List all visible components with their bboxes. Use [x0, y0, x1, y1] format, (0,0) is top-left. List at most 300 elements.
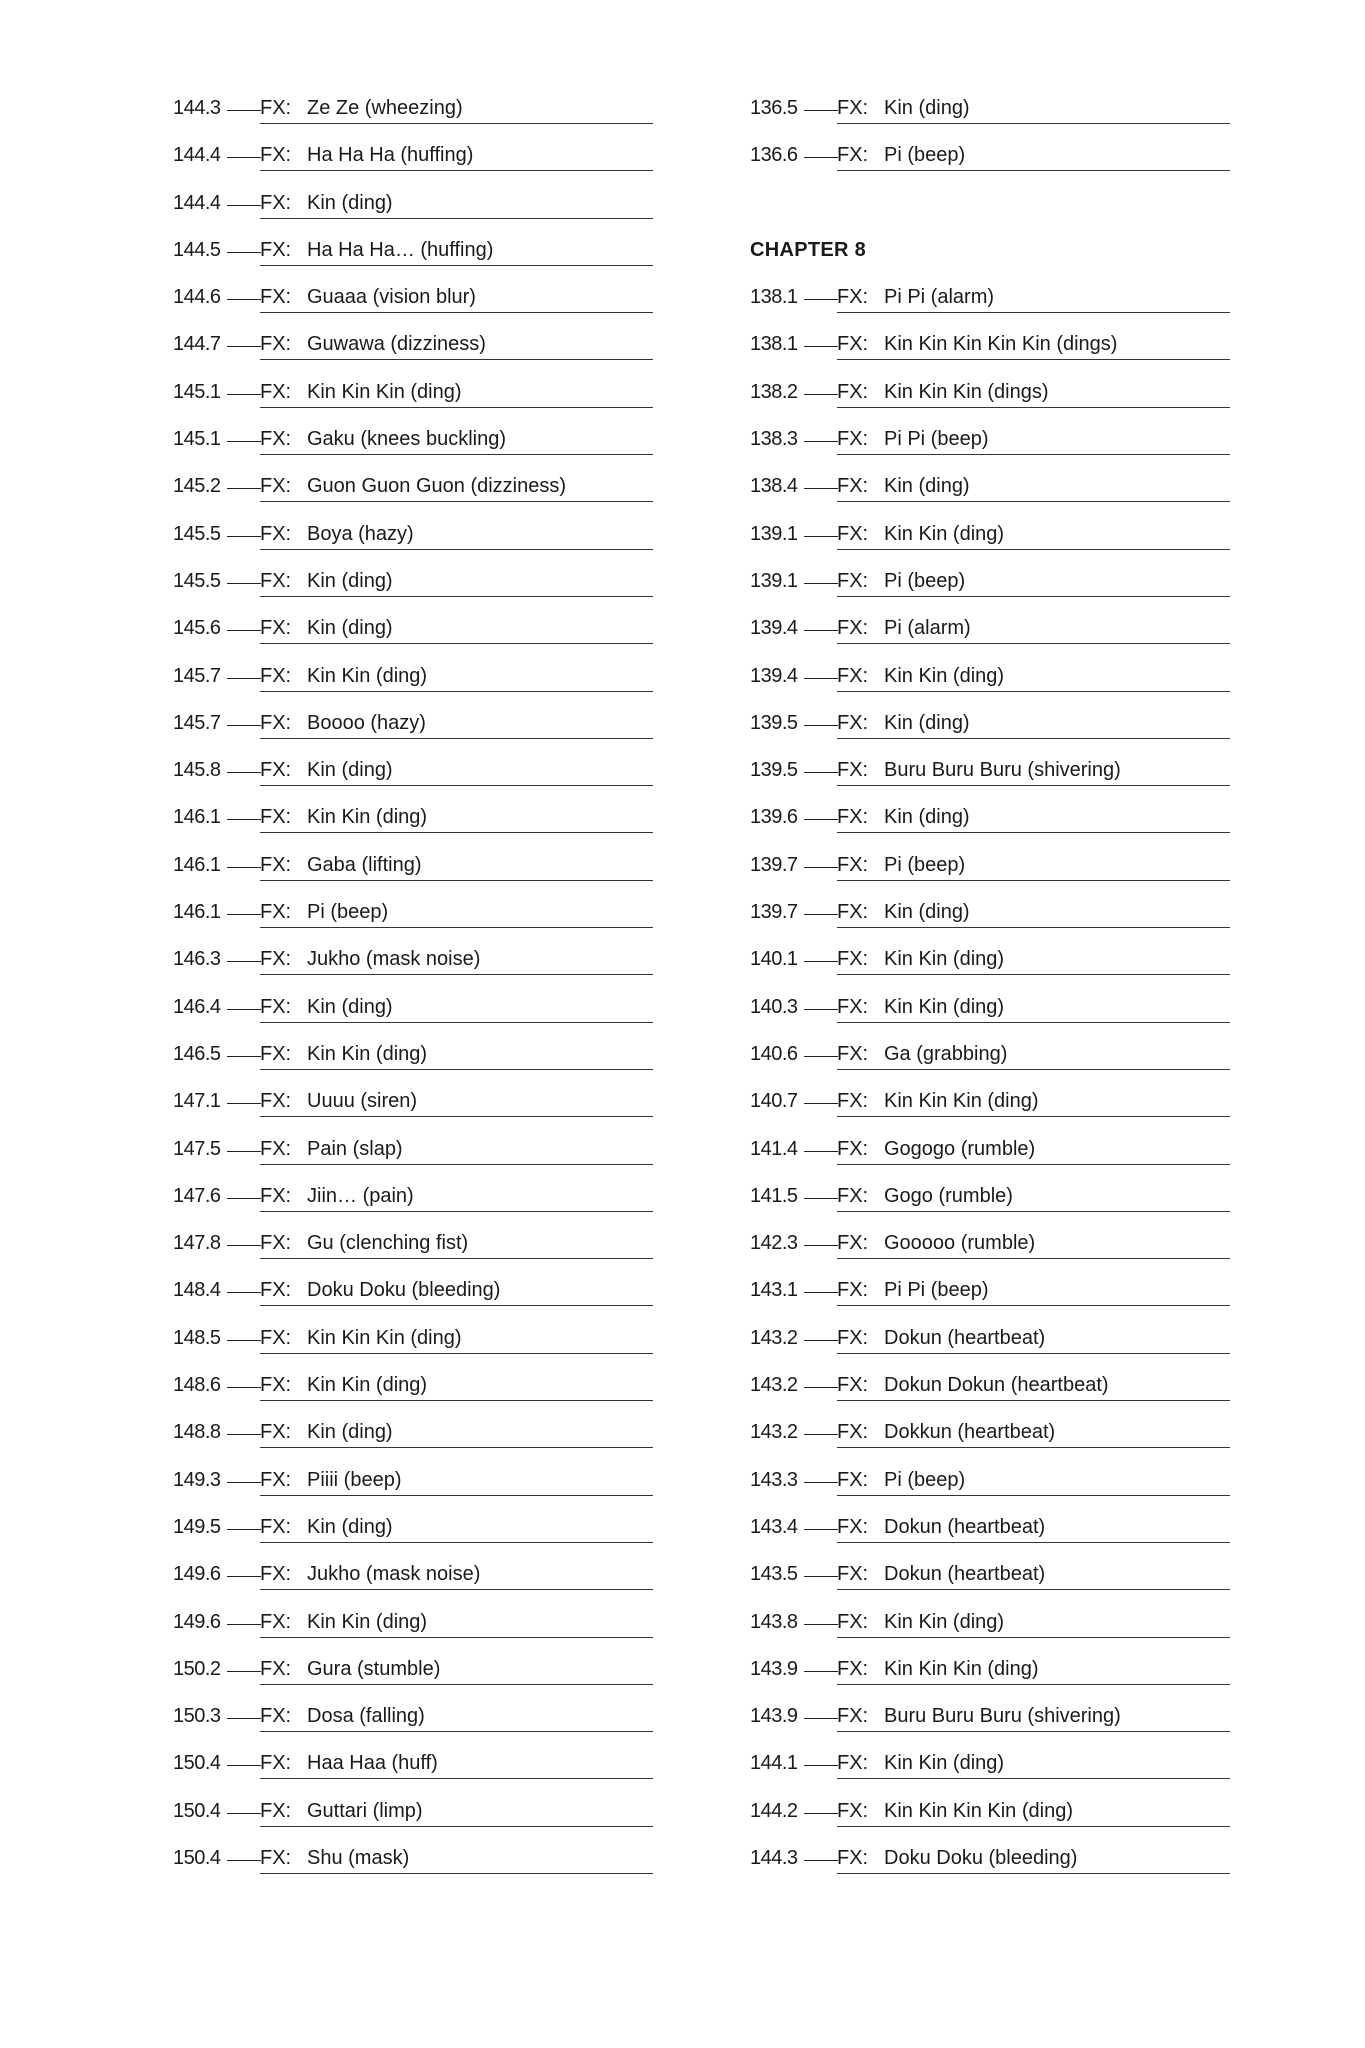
- leader-dash: [227, 772, 261, 773]
- underline-rule: [837, 359, 1230, 360]
- page-panel-number: 145.7: [173, 664, 221, 687]
- fx-description: Gaku (knees buckling): [307, 428, 506, 451]
- fx-entry: [173, 180, 693, 227]
- fx-entry: [750, 1599, 1270, 1646]
- fx-entry: [750, 653, 1270, 700]
- fx-entry: [173, 1220, 693, 1267]
- fx-label: FX:: [837, 1137, 869, 1160]
- fx-description: Kin (ding): [307, 759, 393, 782]
- underline-rule: [260, 407, 653, 408]
- underline-rule: [260, 1637, 653, 1638]
- underline-rule: [837, 1353, 1230, 1354]
- leader-dash: [227, 346, 261, 347]
- underline-rule: [260, 927, 653, 928]
- underline-rule: [837, 738, 1230, 739]
- page-panel-number: 144.2: [750, 1799, 798, 1822]
- fx-description: Pi Pi (beep): [884, 1279, 989, 1302]
- fx-label: FX:: [837, 144, 869, 167]
- fx-entry: [173, 1551, 693, 1598]
- leader-dash: [804, 157, 838, 158]
- fx-entry: [750, 558, 1270, 605]
- page-panel-number: 139.5: [750, 759, 798, 782]
- leader-dash: [804, 772, 838, 773]
- fx-entry: [750, 1457, 1270, 1504]
- underline-rule: [260, 1069, 653, 1070]
- underline-rule: [837, 832, 1230, 833]
- page-panel-number: 143.4: [750, 1515, 798, 1538]
- leader-dash: [227, 1245, 261, 1246]
- chapter-heading: CHAPTER 8: [750, 238, 867, 261]
- underline-rule: [837, 1826, 1230, 1827]
- fx-entry: [173, 653, 693, 700]
- fx-entry: [173, 842, 693, 889]
- page-panel-number: 145.5: [173, 522, 221, 545]
- underline-rule: [260, 123, 653, 124]
- underline-rule: [837, 501, 1230, 502]
- leader-dash: [227, 1387, 261, 1388]
- fx-description: Doku Doku (bleeding): [884, 1846, 1078, 1869]
- page-panel-number: 144.4: [173, 191, 221, 214]
- fx-entry: [750, 605, 1270, 652]
- fx-label: FX:: [837, 1563, 869, 1586]
- underline-rule: [260, 1589, 653, 1590]
- fx-label: FX:: [260, 1610, 292, 1633]
- page-panel-number: 149.6: [173, 1563, 221, 1586]
- fx-label: FX:: [260, 1184, 292, 1207]
- fx-description: Pi Pi (beep): [884, 428, 989, 451]
- page-panel-number: 138.1: [750, 286, 798, 309]
- leader-dash: [804, 110, 838, 111]
- page-panel-number: 149.6: [173, 1610, 221, 1633]
- fx-label: FX:: [260, 1326, 292, 1349]
- leader-dash: [227, 583, 261, 584]
- fx-label: FX:: [260, 664, 292, 687]
- fx-label: FX:: [260, 238, 292, 261]
- page-panel-number: 140.7: [750, 1090, 798, 1113]
- page-panel-number: 142.3: [750, 1232, 798, 1255]
- fx-description: Haa Haa (huff): [307, 1752, 438, 1775]
- underline-rule: [837, 785, 1230, 786]
- fx-description: Kin Kin (ding): [884, 522, 1005, 545]
- leader-dash: [804, 1245, 838, 1246]
- page-panel-number: 139.7: [750, 901, 798, 924]
- fx-entry: [173, 1457, 693, 1504]
- fx-entry: [750, 984, 1270, 1031]
- underline-rule: [837, 1778, 1230, 1779]
- leader-dash: [804, 1387, 838, 1388]
- fx-label: FX:: [260, 995, 292, 1018]
- underline-rule: [260, 1778, 653, 1779]
- fx-description: Guaaa (vision blur): [307, 286, 476, 309]
- fx-entry: [750, 1409, 1270, 1456]
- fx-entry: [750, 463, 1270, 510]
- fx-entry: [750, 1220, 1270, 1267]
- fx-entry: [173, 1788, 693, 1835]
- page-panel-number: 148.8: [173, 1421, 221, 1444]
- fx-label: FX:: [260, 1279, 292, 1302]
- underline-rule: [260, 501, 653, 502]
- fx-label: FX:: [837, 1421, 869, 1444]
- fx-entry: [173, 1504, 693, 1551]
- fx-entry: [173, 1362, 693, 1409]
- fx-description: Dosa (falling): [307, 1705, 425, 1728]
- fx-label: FX:: [260, 569, 292, 592]
- leader-dash: [227, 630, 261, 631]
- fx-label: FX:: [837, 1279, 869, 1302]
- underline-rule: [837, 1684, 1230, 1685]
- fx-label: FX:: [837, 664, 869, 687]
- underline-rule: [837, 1022, 1230, 1023]
- fx-entry: [750, 1504, 1270, 1551]
- fx-description: Gaba (lifting): [307, 853, 422, 876]
- fx-description: Boooo (hazy): [307, 711, 426, 734]
- page-panel-number: 136.5: [750, 97, 798, 119]
- page-panel-number: 150.4: [173, 1799, 221, 1822]
- fx-label: FX:: [837, 1090, 869, 1113]
- fx-description: Guwawa (dizziness): [307, 333, 486, 356]
- fx-entry: [173, 227, 693, 274]
- fx-description: Gogo (rumble): [884, 1184, 1013, 1207]
- underline-rule: [260, 454, 653, 455]
- fx-entry: [750, 85, 1270, 132]
- leader-dash: [804, 1860, 838, 1861]
- page-panel-number: 138.2: [750, 380, 798, 403]
- fx-entry: [173, 1315, 693, 1362]
- page-panel-number: 150.4: [173, 1846, 221, 1869]
- fx-entry: [173, 984, 693, 1031]
- fx-label: FX:: [260, 759, 292, 782]
- leader-dash: [804, 1340, 838, 1341]
- fx-entry: [173, 1835, 693, 1882]
- fx-description: Ze Ze (wheezing): [307, 97, 463, 119]
- underline-rule: [837, 1258, 1230, 1259]
- page-panel-number: 143.9: [750, 1657, 798, 1680]
- fx-entry: [173, 747, 693, 794]
- underline-rule: [837, 123, 1230, 124]
- page-panel-number: 139.5: [750, 711, 798, 734]
- fx-label: FX:: [260, 1374, 292, 1397]
- fx-label: FX:: [260, 853, 292, 876]
- fx-entry: [173, 605, 693, 652]
- fx-description: Doku Doku (bleeding): [307, 1279, 501, 1302]
- underline-rule: [260, 1873, 653, 1874]
- leader-dash: [227, 1860, 261, 1861]
- fx-description: Kin Kin Kin (ding): [307, 1326, 462, 1349]
- fx-label: FX:: [260, 191, 292, 214]
- leader-dash: [227, 1151, 261, 1152]
- fx-label: FX:: [260, 1468, 292, 1491]
- page-panel-number: 147.8: [173, 1232, 221, 1255]
- fx-label: FX:: [837, 569, 869, 592]
- leader-dash: [227, 1198, 261, 1199]
- page-panel-number: 140.6: [750, 1042, 798, 1065]
- fx-entry: [750, 1126, 1270, 1173]
- fx-description: Kin Kin (ding): [884, 664, 1005, 687]
- fx-entry: [750, 1315, 1270, 1362]
- fx-label: FX:: [837, 759, 869, 782]
- fx-description: Boya (hazy): [307, 522, 414, 545]
- underline-rule: [837, 1447, 1230, 1448]
- underline-rule: [260, 1353, 653, 1354]
- leader-dash: [804, 914, 838, 915]
- underline-rule: [260, 359, 653, 360]
- fx-label: FX:: [837, 1610, 869, 1633]
- leader-dash: [804, 1151, 838, 1152]
- fx-description: Kin Kin Kin Kin (ding): [884, 1799, 1073, 1822]
- section-spacer: [750, 180, 1270, 227]
- fx-label: FX:: [260, 428, 292, 451]
- page-panel-number: 144.3: [750, 1846, 798, 1869]
- page-panel-number: 144.4: [173, 144, 221, 167]
- fx-entry: [173, 1599, 693, 1646]
- fx-label: FX:: [837, 1799, 869, 1822]
- fx-entry: [173, 889, 693, 936]
- fx-entry: [173, 1693, 693, 1740]
- leader-dash: [227, 1624, 261, 1625]
- underline-rule: [837, 1116, 1230, 1117]
- fx-label: FX:: [837, 806, 869, 829]
- page-panel-number: 139.7: [750, 853, 798, 876]
- fx-description: Dokkun (heartbeat): [884, 1421, 1056, 1444]
- leader-dash: [804, 488, 838, 489]
- fx-description: Pi (beep): [884, 1468, 966, 1491]
- leader-dash: [804, 1482, 838, 1483]
- page-panel-number: 139.1: [750, 569, 798, 592]
- underline-rule: [260, 1495, 653, 1496]
- fx-label: FX:: [837, 333, 869, 356]
- page-panel-number: 140.1: [750, 948, 798, 971]
- underline-rule: [837, 1069, 1230, 1070]
- page-panel-number: 149.3: [173, 1468, 221, 1491]
- underline-rule: [260, 691, 653, 692]
- page-panel-number: 146.5: [173, 1042, 221, 1065]
- underline-rule: [837, 1211, 1230, 1212]
- leader-dash: [227, 536, 261, 537]
- page-panel-number: 146.1: [173, 806, 221, 829]
- underline-rule: [837, 549, 1230, 550]
- fx-description: Kin Kin (ding): [307, 1610, 428, 1633]
- leader-dash: [804, 1529, 838, 1530]
- page-panel-number: 144.7: [173, 333, 221, 356]
- underline-rule: [260, 218, 653, 219]
- page-panel-number: 139.4: [750, 617, 798, 640]
- underline-rule: [260, 1684, 653, 1685]
- fx-entry: [750, 936, 1270, 983]
- page-panel-number: 145.6: [173, 617, 221, 640]
- fx-description: Kin Kin (ding): [307, 1042, 428, 1065]
- page-panel-number: 148.4: [173, 1279, 221, 1302]
- fx-description: Ha Ha Ha (huffing): [307, 144, 474, 167]
- fx-entry: [750, 511, 1270, 558]
- leader-dash: [804, 1103, 838, 1104]
- fx-label: FX:: [837, 853, 869, 876]
- fx-label: FX:: [837, 428, 869, 451]
- fx-entry: [173, 321, 693, 368]
- fx-description: Kin Kin Kin Kin Kin (dings): [884, 333, 1118, 356]
- fx-label: FX:: [837, 901, 869, 924]
- fx-description: Kin (ding): [307, 617, 393, 640]
- leader-dash: [227, 488, 261, 489]
- fx-entry: [750, 1173, 1270, 1220]
- underline-rule: [837, 596, 1230, 597]
- fx-entry: [173, 1267, 693, 1314]
- leader-dash: [227, 1056, 261, 1057]
- underline-rule: [837, 691, 1230, 692]
- fx-entry: [750, 889, 1270, 936]
- leader-dash: [227, 441, 261, 442]
- underline-rule: [837, 1873, 1230, 1874]
- fx-entry: [173, 85, 693, 132]
- leader-dash: [227, 914, 261, 915]
- fx-description: Kin Kin Kin (ding): [307, 380, 462, 403]
- fx-entry: [173, 1173, 693, 1220]
- fx-entry: [750, 132, 1270, 179]
- page-panel-number: 149.5: [173, 1515, 221, 1538]
- page-panel-number: 143.3: [750, 1468, 798, 1491]
- leader-dash: [227, 110, 261, 111]
- fx-label: FX:: [260, 806, 292, 829]
- page-panel-number: 145.7: [173, 711, 221, 734]
- page-panel-number: 148.5: [173, 1326, 221, 1349]
- page-panel-number: 143.2: [750, 1374, 798, 1397]
- page-panel-number: 138.3: [750, 428, 798, 451]
- fx-label: FX:: [260, 380, 292, 403]
- leader-dash: [227, 1671, 261, 1672]
- underline-rule: [260, 785, 653, 786]
- page-panel-number: 139.6: [750, 806, 798, 829]
- fx-entry: [173, 416, 693, 463]
- fx-entry: [750, 1693, 1270, 1740]
- leader-dash: [804, 394, 838, 395]
- page-panel-number: 146.1: [173, 901, 221, 924]
- fx-description: Gura (stumble): [307, 1657, 441, 1680]
- fx-entry: [750, 794, 1270, 841]
- fx-entry: [750, 1740, 1270, 1787]
- page-panel-number: 150.2: [173, 1657, 221, 1680]
- fx-label: FX:: [837, 1846, 869, 1869]
- underline-rule: [260, 1022, 653, 1023]
- fx-entry: [750, 1267, 1270, 1314]
- leader-dash: [227, 867, 261, 868]
- fx-entry: [173, 463, 693, 510]
- leader-dash: [227, 1813, 261, 1814]
- underline-rule: [260, 1542, 653, 1543]
- fx-description: Kin Kin Kin (ding): [884, 1090, 1039, 1113]
- underline-rule: [260, 1447, 653, 1448]
- fx-entry: [173, 1078, 693, 1125]
- page-panel-number: 143.2: [750, 1421, 798, 1444]
- underline-rule: [837, 1731, 1230, 1732]
- underline-rule: [260, 596, 653, 597]
- leader-dash: [804, 1434, 838, 1435]
- page-panel-number: 150.4: [173, 1752, 221, 1775]
- underline-rule: [837, 1305, 1230, 1306]
- underline-rule: [260, 832, 653, 833]
- fx-description: Jiin… (pain): [307, 1184, 414, 1207]
- fx-description: Jukho (mask noise): [307, 948, 481, 971]
- page-panel-number: 141.5: [750, 1184, 798, 1207]
- fx-description: Dokun Dokun (heartbeat): [884, 1374, 1109, 1397]
- page-panel-number: 145.1: [173, 428, 221, 451]
- fx-label: FX:: [260, 1515, 292, 1538]
- fx-description: Kin Kin (ding): [307, 1374, 428, 1397]
- fx-entry: [173, 936, 693, 983]
- fx-label: FX:: [837, 1705, 869, 1728]
- fx-description: Pi Pi (alarm): [884, 286, 995, 309]
- underline-rule: [260, 1258, 653, 1259]
- page-panel-number: 143.1: [750, 1279, 798, 1302]
- leader-dash: [804, 536, 838, 537]
- page-panel-number: 148.6: [173, 1374, 221, 1397]
- fx-entry: [750, 1551, 1270, 1598]
- page-panel-number: 144.6: [173, 286, 221, 309]
- fx-description: Kin Kin (ding): [884, 1610, 1005, 1633]
- fx-entry: [750, 321, 1270, 368]
- fx-description: Ga (grabbing): [884, 1042, 1008, 1065]
- fx-description: Kin (ding): [307, 1515, 393, 1538]
- fx-label: FX:: [260, 1042, 292, 1065]
- page-panel-number: 136.6: [750, 144, 798, 167]
- leader-dash: [227, 1340, 261, 1341]
- underline-rule: [260, 880, 653, 881]
- fx-label: FX:: [260, 1563, 292, 1586]
- fx-entry: [750, 1788, 1270, 1835]
- underline-rule: [260, 1164, 653, 1165]
- fx-entry: [750, 1078, 1270, 1125]
- underline-rule: [837, 1164, 1230, 1165]
- fx-entry: [173, 274, 693, 321]
- fx-label: FX:: [260, 948, 292, 971]
- underline-rule: [837, 170, 1230, 171]
- underline-rule: [837, 454, 1230, 455]
- fx-description: Ha Ha Ha… (huffing): [307, 238, 494, 261]
- fx-description: Kin (ding): [884, 806, 970, 829]
- underline-rule: [260, 974, 653, 975]
- fx-entry: [173, 700, 693, 747]
- right-main-entries: [750, 274, 1270, 1882]
- fx-label: FX:: [837, 522, 869, 545]
- leader-dash: [804, 630, 838, 631]
- leader-dash: [227, 1482, 261, 1483]
- page-panel-number: 141.4: [750, 1137, 798, 1160]
- leader-dash: [227, 725, 261, 726]
- fx-entry: [750, 747, 1270, 794]
- leader-dash: [804, 1624, 838, 1625]
- fx-description: Jukho (mask noise): [307, 1563, 481, 1586]
- fx-description: Gogogo (rumble): [884, 1137, 1036, 1160]
- page-panel-number: 146.1: [173, 853, 221, 876]
- fx-description: Kin Kin (ding): [884, 948, 1005, 971]
- leader-dash: [804, 819, 838, 820]
- page-panel-number: 150.3: [173, 1705, 221, 1728]
- fx-description: Buru Buru Buru (shivering): [884, 759, 1121, 782]
- page-panel-number: 140.3: [750, 995, 798, 1018]
- underline-rule: [260, 170, 653, 171]
- leader-dash: [804, 1718, 838, 1719]
- underline-rule: [260, 1731, 653, 1732]
- page-panel-number: 143.5: [750, 1563, 798, 1586]
- fx-label: FX:: [260, 333, 292, 356]
- leader-dash: [227, 678, 261, 679]
- fx-entry: [750, 1031, 1270, 1078]
- fx-entry: [173, 794, 693, 841]
- fx-label: FX:: [837, 1468, 869, 1491]
- fx-entry: [173, 511, 693, 558]
- fx-description: Dokun (heartbeat): [884, 1563, 1046, 1586]
- fx-entry: [750, 700, 1270, 747]
- fx-description: Dokun (heartbeat): [884, 1326, 1046, 1349]
- leader-dash: [227, 157, 261, 158]
